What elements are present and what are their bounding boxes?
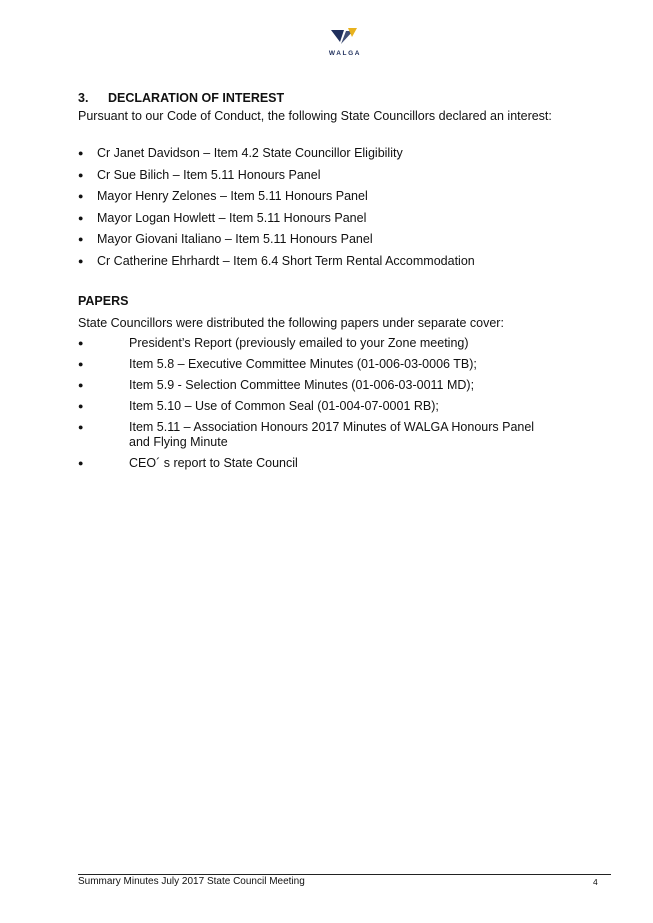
bullet-icon: ●: [78, 422, 84, 432]
list-item: [78, 456, 549, 471]
walga-logo-text: WALGA: [328, 50, 362, 57]
section-intro: Pursuant to our Code of Conduct, the following State Councillors declared an interest:: [78, 109, 552, 123]
list-item: [78, 145, 475, 167]
list-item-text: Mayor Henry Zelones – Item 5.11 Honours Panel: [97, 189, 368, 204]
bullet-icon: ●: [78, 338, 84, 348]
bullet-icon: ●: [78, 169, 84, 180]
walga-logo-icon: [331, 28, 359, 48]
papers-intro: State Councillors were distributed the following papers under separate cover:: [78, 316, 504, 330]
section-heading: [78, 91, 284, 105]
bullet-icon: ●: [78, 255, 84, 266]
list-item-text: Item 5.8 – Executive Committee Minutes (01-006-03-0006 TB);: [129, 357, 477, 371]
list-item-text: Item 5.11 – Association Honours 2017 Minutes of WALGA Honours Panel and Flying Minute: [129, 420, 535, 449]
bullet-icon: ●: [78, 234, 84, 245]
list-item: [78, 210, 475, 232]
list-item: [78, 357, 549, 372]
list-item: [78, 420, 549, 449]
bullet-icon: ●: [78, 380, 84, 390]
bullet-icon: ●: [78, 212, 84, 223]
list-item-text: Mayor Logan Howlett – Item 5.11 Honours Panel: [97, 210, 367, 225]
list-item: [78, 253, 475, 275]
list-item-text: Cr Sue Bilich – Item 5.11 Honours Panel: [97, 167, 321, 182]
list-item-text: Cr Catherine Ehrhardt – Item 6.4 Short Term Rental Accommodation: [97, 253, 475, 268]
page-number: 4: [593, 877, 598, 887]
bullet-icon: ●: [78, 359, 84, 369]
list-item-text: Item 5.9 - Selection Committee Minutes (01-006-03-0011 MD);: [129, 378, 475, 392]
papers-list: [78, 336, 549, 477]
list-item: [78, 336, 549, 351]
bullet-icon: ●: [78, 191, 84, 202]
list-item-text: CEO´ s report to State Council: [129, 455, 298, 470]
list-item-text: Item 5.10 – Use of Common Seal (01-004-07-0001 RB);: [129, 399, 439, 413]
section-number: 3.: [78, 91, 89, 105]
bullet-icon: ●: [78, 148, 84, 158]
footer-divider: [78, 874, 611, 875]
list-item-text: President’s Report (previously emailed to your Zone meeting): [129, 336, 469, 350]
list-item: [78, 231, 475, 253]
papers-heading: PAPERS: [78, 294, 129, 308]
bullet-icon: ●: [78, 401, 84, 411]
list-item: [78, 378, 549, 393]
footer-title: Summary Minutes July 2017 State Council Meeting: [78, 876, 305, 887]
walga-logo: [326, 28, 366, 62]
section-title: DECLARATION OF INTEREST: [108, 91, 285, 105]
list-item-text: Mayor Giovani Italiano – Item 5.11 Honours Panel: [97, 232, 373, 247]
interest-list: [78, 145, 475, 275]
list-item: [78, 167, 475, 189]
list-item-text: Cr Janet Davidson – Item 4.2 State Councillor Eligibility: [97, 146, 403, 160]
list-item: [78, 399, 549, 414]
list-item: [78, 188, 475, 210]
bullet-icon: ●: [78, 457, 84, 468]
